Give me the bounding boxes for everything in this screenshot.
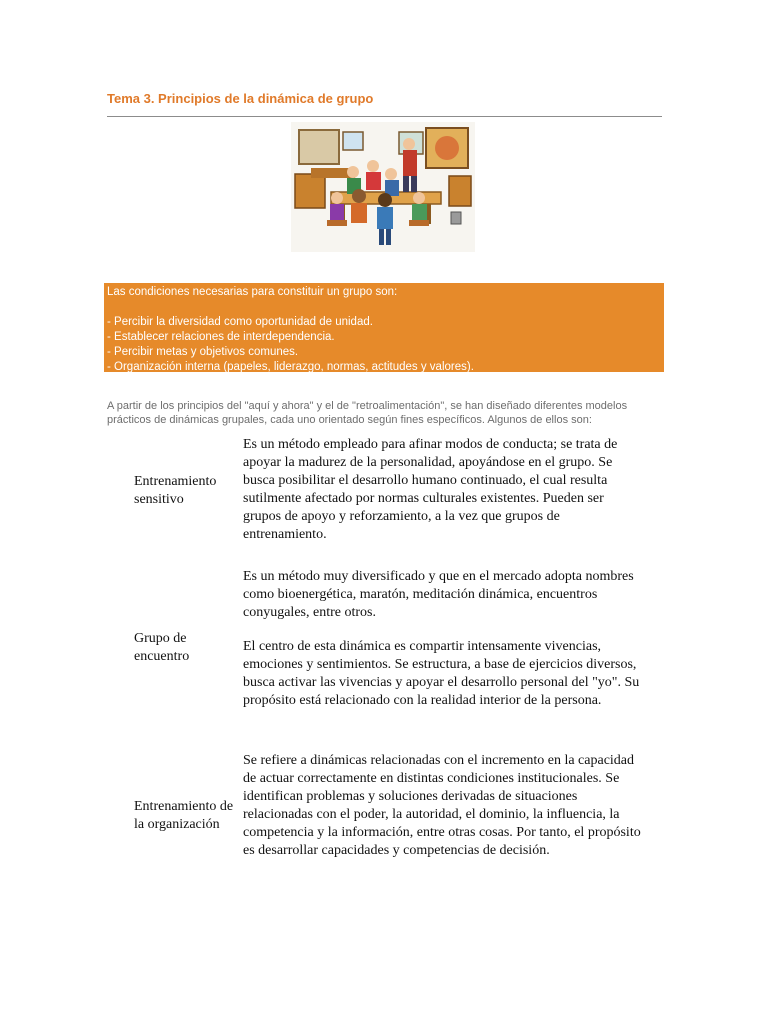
conditions-box xyxy=(104,283,664,372)
conditions-item: - Percibir la diversidad como oportunidad de unidad. xyxy=(107,316,373,328)
model-description: Se refiere a dinámicas relacionadas con el incremento en la capacidad de actuar correctamente en distintas condiciones institucionales. Se identifican problemas y soluciones derivadas de situaciones relacionadas con el poder, la autoridad, el dominio, la influencia, la competencia y la información, entre otras cosas. Por tanto, el propósito es desarrollar capacidades y competencias de decisión. xyxy=(243,753,641,858)
intro-paragraph: A partir de los principios del "aquí y ahora" y el de "retroalimentación", se han diseñado diferentes modelos prácticos de dinámicas grupales, cada uno orientado según fines específicos. Algunos de ellos son: xyxy=(107,400,628,426)
classroom-group-illustration xyxy=(291,122,475,252)
conditions-item: - Establecer relaciones de interdependencia. xyxy=(107,331,335,343)
title-divider xyxy=(107,116,662,117)
model-description: Es un método empleado para afinar modos de conducta; se trata de apoyar la madurez de la personalidad, apoyándose en el grupo. Se busca posibilitar el desarrollo humano continuado, el cual resulta sutilmente afectado por normas culturales existentes. Pueden ser grupos de apoyo y reforzamiento, a la vez que grupos de entrenamiento. xyxy=(243,437,618,542)
page-title: Tema 3. Principios de la dinámica de grupo xyxy=(107,91,374,106)
conditions-heading: Las condiciones necesarias para constituir un grupo son: xyxy=(107,286,398,298)
model-term: Entrenamiento sensitivo xyxy=(134,474,217,507)
model-term: Grupo de encuentro xyxy=(134,631,190,664)
model-term: Entrenamiento de la organización xyxy=(134,799,234,832)
model-description: El centro de esta dinámica es compartir intensamente vivencias, emociones y sentimientos. Se estructura, a base de ejercicios diversos, busca activar las vivencias y apoyar el desarrollo personal del "yo". Su propósito está relacionado con la realidad interior de la persona. xyxy=(243,639,640,708)
conditions-item: - Organización interna (papeles, liderazgo, normas, actitudes y valores). xyxy=(107,361,474,373)
model-description: Es un método muy diversificado y que en el mercado adopta nombres como bioenergética, maratón, meditación dinámica, encuentros conyugales, entre otros. xyxy=(243,569,634,620)
conditions-item: - Percibir metas y objetivos comunes. xyxy=(107,346,299,358)
